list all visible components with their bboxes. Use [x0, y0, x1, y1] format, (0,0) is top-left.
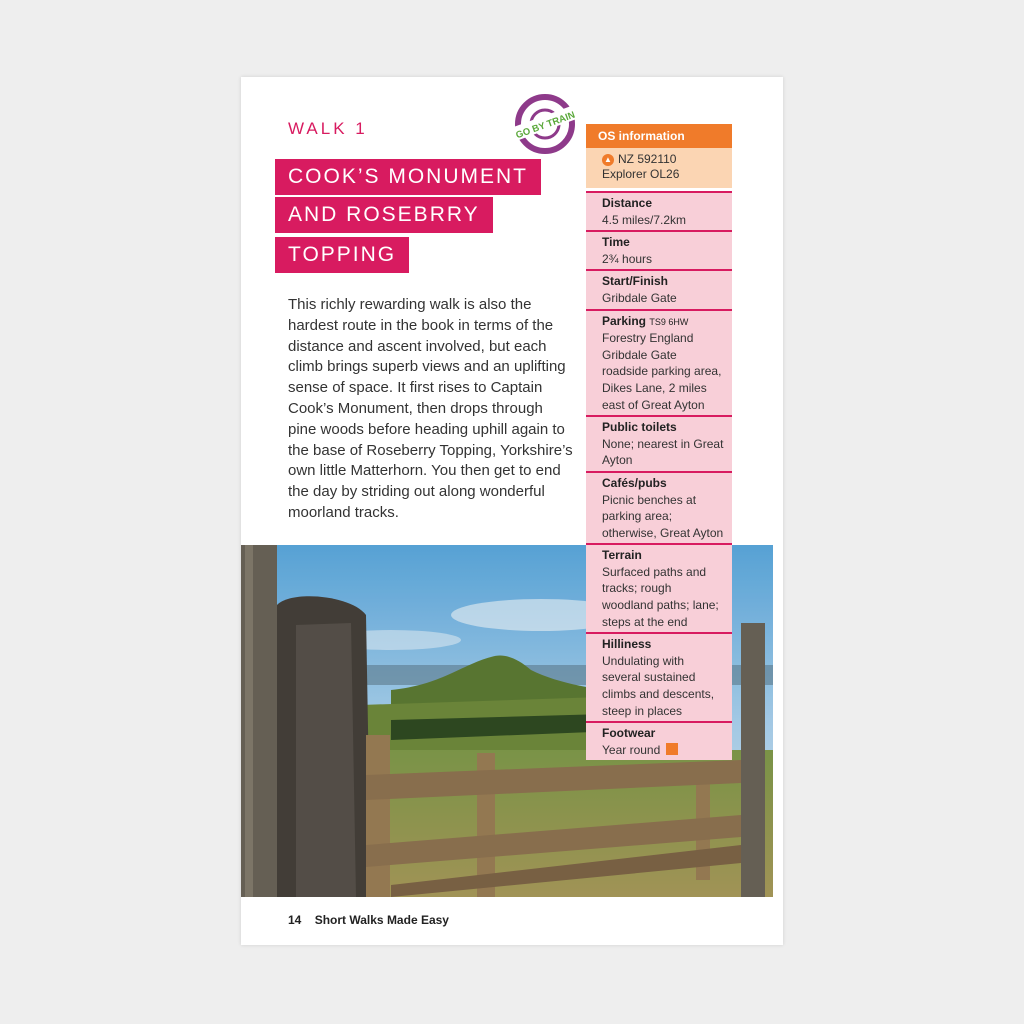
info-value: Picnic benches at parking area; otherwise, Great Ayton	[602, 492, 724, 540]
info-distance	[586, 191, 732, 230]
info-parking	[586, 309, 732, 416]
parking-postcode: TS9 6HW	[649, 316, 689, 327]
info-label: Cafés/pubs	[602, 475, 667, 490]
info-label: Footwear	[602, 726, 656, 741]
boot-icon	[666, 743, 678, 755]
grid-reference: NZ 592110	[618, 152, 677, 166]
info-value: Surfaced paths and tracks; rough woodland paths; lane; steps at the end	[602, 564, 719, 629]
info-time	[586, 230, 732, 269]
walk-title-line-2: AND ROSEBRRY	[275, 197, 493, 233]
info-label: Start/Finish	[602, 274, 669, 289]
info-footwear	[586, 721, 732, 760]
info-label: Terrain	[602, 548, 642, 563]
info-value: None; nearest in Great Ayton	[602, 436, 724, 468]
walk-info-sidebar	[586, 124, 732, 760]
info-value	[602, 742, 724, 759]
info-label: Hilliness	[602, 637, 652, 652]
badge-text: GO BY TRAIN	[514, 109, 577, 142]
book-page	[241, 77, 783, 945]
info-value: 2¾ hours	[602, 251, 653, 266]
info-terrain	[586, 543, 732, 632]
info-value: 4.5 miles/7.2km	[602, 212, 687, 227]
info-cafes-pubs	[586, 471, 732, 543]
os-info-body	[586, 148, 732, 188]
os-info-heading: OS information	[586, 124, 732, 148]
walk-facts	[586, 188, 732, 760]
os-map: Explorer OL26	[602, 167, 680, 181]
page-footer	[288, 913, 449, 927]
intro-paragraph: This richly rewarding walk is also the hardest route in the book in terms of the distance and ascent involved, but each climb brings superb views and an uplifting sense of space. It first rises to Captain Cook’s Monument, then drops through pine woods before heading uphill again to the base of Roseberry Topping, Yorkshire’s own little Matterhorn. You then get to end the day by striding out along wonderful moorland tracks.	[288, 296, 573, 521]
book-title: Short Walks Made Easy	[314, 913, 449, 927]
parking-label: Parking	[602, 313, 647, 328]
info-label: Distance	[602, 196, 653, 210]
info-label: Time	[602, 235, 630, 250]
info-public-toilets	[586, 415, 732, 471]
walk-title-line-1: COOK’S MONUMENT	[275, 159, 541, 195]
info-value: Forestry England Gribdale Gate roadside parking area, Dikes Lane, 2 miles east of Great Ayton	[602, 331, 722, 412]
page-number: 14	[288, 913, 302, 927]
info-label	[602, 313, 724, 331]
walk-number: WALK 1	[288, 119, 368, 138]
footwear-value: Year round	[602, 742, 661, 757]
location-pin-icon: ▲	[602, 154, 614, 166]
info-start-finish	[586, 269, 732, 308]
walk-title-line-3: TOPPING	[275, 237, 409, 273]
info-label: Public toilets	[602, 420, 677, 435]
info-value: Undulating with several sustained climbs and descents, steep in places	[602, 653, 715, 718]
info-hilliness	[586, 632, 732, 721]
go-by-train-badge	[508, 92, 582, 156]
info-value: Gribdale Gate	[602, 290, 677, 305]
